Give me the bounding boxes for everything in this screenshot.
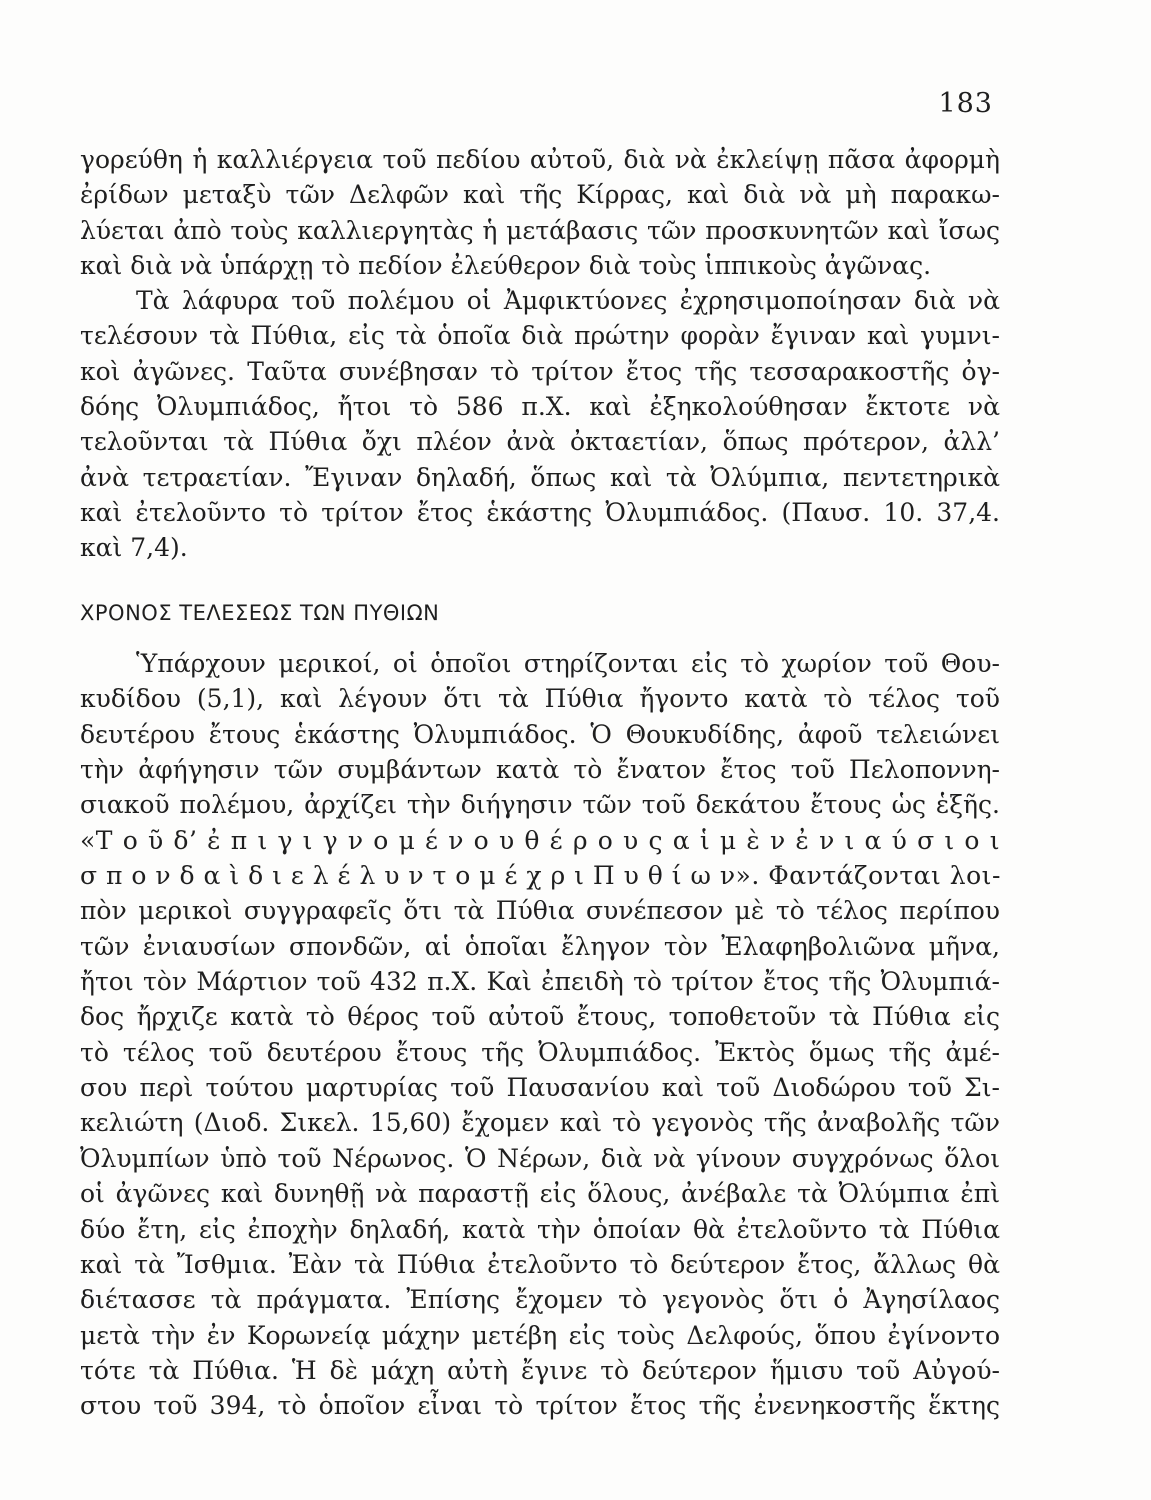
text-line: στου τοῦ 394, τὸ ὁποῖον εἶναι τὸ τρίτον ἔτος τῆς ἐνενηκοστῆς ἕκτης — [80, 1391, 1000, 1421]
text-line: τῶν ἐνιαυσίων σπονδῶν, αἱ ὁποῖαι ἔληγον τὸν Ἐλαφηβολιῶνα μῆνα, — [80, 931, 1000, 961]
text-line: Ὑπάρχουν μερικοί, οἱ ὁποῖοι στηρίζονται εἰς τὸ χωρίον τοῦ Θου- — [136, 649, 1000, 678]
text-line: μετὰ τὴν ἐν Κορωνείᾳ μάχην μετέβη εἰς τοὺς Δελφούς, ὅπου ἐγίνοντο — [80, 1320, 1000, 1350]
text-line: κυδίδου (5,1), καὶ λέγουν ὅτι τὰ Πύθια ἤγοντο κατὰ τὸ τέλος τοῦ — [80, 684, 1000, 714]
text-line: ἀνὰ τετραετίαν. Ἔγιναν δηλαδή, ὅπως καὶ τὰ Ὀλύμπια, πεντετηρικὰ — [80, 462, 1000, 492]
text-line: τελοῦνται τὰ Πύθια ὄχι πλέον ἀνὰ ὀκταετίαν, ὅπως πρότερον, ἀλλ’ — [80, 427, 1000, 457]
text-line: δόης Ὀλυμπιάδος, ἤτοι τὸ 586 π.Χ. καὶ ἐξηκολούθησαν ἔκτοτε νὰ — [80, 392, 1000, 422]
text-line: πὸν μερικοὶ συγγραφεῖς ὅτι τὰ Πύθια συνέπεσον μὲ τὸ τέλος περίπου — [80, 896, 1000, 926]
text-line: σου περὶ τούτου μαρτυρίας τοῦ Παυσανίου καὶ τοῦ Διοδώρου τοῦ Σι- — [80, 1073, 1000, 1103]
text-line: καὶ ἐτελοῦντο τὸ τρίτον ἔτος ἑκάστης Ὀλυμπιάδος. (Παυσ. 10. 37,4. — [80, 498, 1000, 528]
text-line: «Τ ο ῦ δ’ ἐ π ι γ ι γ ν ο μ έ ν ο υ θ έ ρ ο υ ς α ἱ μ ὲ ν ἐ ν ι α ύ σ ι ο ι — [80, 825, 1000, 855]
paragraph-2 — [80, 283, 1000, 566]
text-line: ἐρίδων μεταξὺ τῶν Δελφῶν καὶ τῆς Κίρρας, καὶ διὰ νὰ μὴ παρακω- — [80, 180, 1000, 210]
text-line: τὸ τέλος τοῦ δευτέρου ἔτους τῆς Ὀλυμπιάδος. Ἐκτὸς ὅμως τῆς ἀμέ- — [80, 1037, 1000, 1067]
text-line: τότε τὰ Πύθια. Ἡ δὲ μάχη αὐτὴ ἔγινε τὸ δεύτερον ἥμισυ τοῦ Αὐγού- — [80, 1355, 1000, 1385]
text-line: τὴν ἀφήγησιν τῶν συμβάντων κατὰ τὸ ἔνατον ἔτος τοῦ Πελοποννη- — [80, 755, 1000, 785]
text-line: καὶ τὰ Ἴσθμια. Ἐὰν τὰ Πύθια ἐτελοῦντο τὸ δεύτερον ἔτος, ἄλλως θὰ — [80, 1249, 1000, 1279]
text-line: Ὀλυμπίων ὑπὸ τοῦ Νέρωνος. Ὁ Νέρων, διὰ νὰ γίνουν συγχρόνως ὅλοι — [80, 1143, 1000, 1173]
paragraph-3 — [80, 646, 1000, 1424]
text-line: σ π ο ν δ α ὶ δ ι ε λ έ λ υ ν τ ο μ έ χ ρ ι Π υ θ ί ω ν». Φαντάζονται λοι- — [80, 861, 1001, 891]
text-line: κελιώτη (Διοδ. Σικελ. 15,60) ἔχομεν καὶ τὸ γεγονὸς τῆς ἀναβολῆς τῶν — [80, 1108, 1000, 1138]
text-line: καὶ 7,4). — [80, 533, 188, 563]
text-line: καὶ διὰ νὰ ὑπάρχῃ τὸ πεδίον ἐλεύθερον διὰ τοὺς ἱππικοὺς ἀγῶνας. — [80, 251, 932, 281]
text-line: τελέσουν τὰ Πύθια, εἰς τὰ ὁποῖα διὰ πρώτην φορὰν ἔγιναν καὶ γυμνι- — [80, 321, 1000, 351]
text-line: γορεύθη ἡ καλλιέργεια τοῦ πεδίου αὐτοῦ, διὰ νὰ ἐκλείψῃ πᾶσα ἀφορμὴ — [80, 145, 1000, 174]
text-line: διέτασσε τὰ πράγματα. Ἐπίσης ἔχομεν τὸ γεγονὸς ὅτι ὁ Ἀγησίλαος — [80, 1285, 1000, 1315]
text-line: σιακοῦ πολέμου, ἀρχίζει τὴν διήγησιν τῶν τοῦ δεκάτου ἔτους ὡς ἑξῆς. — [80, 790, 1000, 820]
text-line: λύεται ἀπὸ τοὺς καλλιεργητὰς ἡ μετάβασις τῶν προσκυνητῶν καὶ ἴσως — [80, 215, 1000, 245]
text-line: ἤτοι τὸν Μάρτιον τοῦ 432 π.Χ. Καὶ ἐπειδὴ τὸ τρίτον ἔτος τῆς Ὀλυμπιά- — [80, 967, 1000, 997]
paragraph-1 — [80, 142, 1000, 283]
page-number: 183 — [938, 88, 993, 119]
text-line: Τὰ λάφυρα τοῦ πολέμου οἱ Ἀμφικτύονες ἐχρησιμοποίησαν διὰ νὰ — [136, 286, 1000, 315]
section-heading: ΧΡΟΝΟΣ ΤΕΛΕΣΕΩΣ ΤΩΝ ΠΥΘΙΩΝ — [80, 601, 440, 625]
text-line: δευτέρου ἔτους ἑκάστης Ὀλυμπιάδος. Ὁ Θουκυδίδης, ἀφοῦ τελειώνει — [80, 719, 1000, 749]
text-line: οἱ ἀγῶνες καὶ δυνηθῇ νὰ παραστῇ εἰς ὅλους, ἀνέβαλε τὰ Ὀλύμπια ἐπὶ — [80, 1179, 1000, 1209]
text-line: κοὶ ἀγῶνες. Ταῦτα συνέβησαν τὸ τρίτον ἔτος τῆς τεσσαρακοστῆς ὀγ- — [80, 356, 1000, 386]
text-line: δος ἤρχιζε κατὰ τὸ θέρος τοῦ αὐτοῦ ἔτους, τοποθετοῦν τὰ Πύθια εἰς — [80, 1002, 1000, 1032]
text-line: δύο ἔτη, εἰς ἐποχὴν δηλαδή, κατὰ τὴν ὁποίαν θὰ ἐτελοῦντο τὰ Πύθια — [80, 1214, 1000, 1244]
